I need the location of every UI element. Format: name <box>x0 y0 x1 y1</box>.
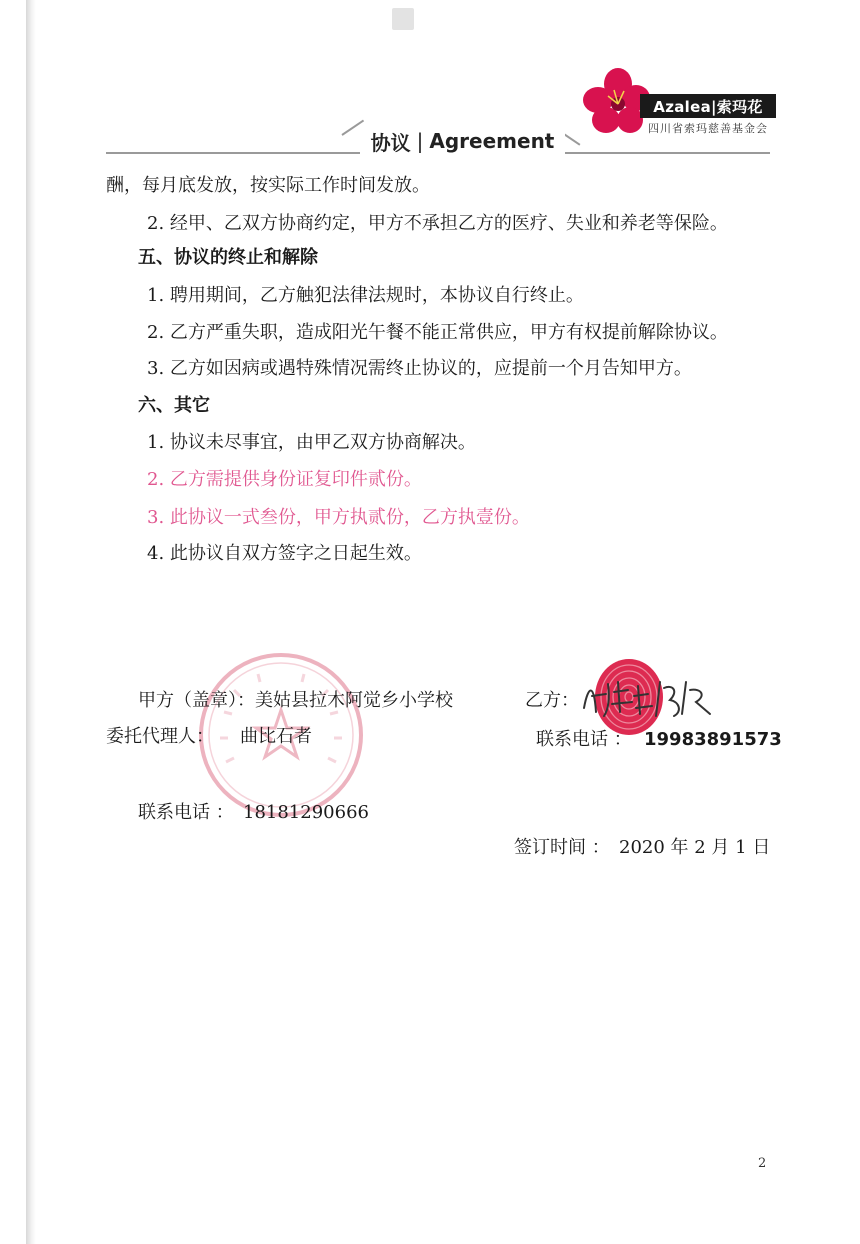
party-b-label: 乙方： <box>525 690 579 711</box>
party-a-phone-label: 联系电话 ： <box>138 802 234 823</box>
paragraph-line: 酬，每月底发放，按实际工作时间发放。 <box>106 175 430 196</box>
azalea-logo <box>578 66 778 146</box>
date-label: 签订时间 ： <box>514 837 610 858</box>
scan-edge-shadow <box>26 0 36 1244</box>
header-title-cn: 协议 <box>370 130 411 155</box>
list-item: 2. 乙方严重失职，造成阳光午餐不能正常供应，甲方有权提前解除协议。 <box>147 322 728 343</box>
list-item-highlighted: 3. 此协议一式叁份，甲方执贰份，乙方执壹份。 <box>147 507 530 528</box>
paragraph-line: 2. 经甲、乙双方协商约定，甲方不承担乙方的医疗、失业和养老等保险。 <box>147 213 728 234</box>
list-item: 3. 乙方如因病或遇特殊情况需终止协议的，应提前一个月告知甲方。 <box>147 358 692 379</box>
page-number: 2 <box>758 1156 767 1171</box>
header-title <box>360 124 565 158</box>
logo-subtitle: 四川省索玛慈善基金会 <box>648 122 768 135</box>
section-heading: 六、其它 <box>138 395 210 416</box>
handwritten-signature <box>578 672 718 720</box>
list-item-highlighted: 2. 乙方需提供身份证复印件贰份。 <box>147 469 422 490</box>
party-a-phone: 18181290666 <box>243 802 369 823</box>
agent-label: 委托代理人： <box>106 726 214 747</box>
agent-name: 曲比石者 <box>240 726 312 747</box>
header-title-en: Agreement <box>429 129 555 153</box>
header-title-separator: | <box>416 129 424 153</box>
list-item: 4. 此协议自双方签字之日起生效。 <box>147 543 422 564</box>
party-b-phone: 19983891573 <box>644 729 782 750</box>
section-heading: 五、协议的终止和解除 <box>138 247 318 268</box>
date-value: 2020 年 2 月 1 日 <box>619 837 771 858</box>
list-item: 1. 协议未尽事宜，由甲乙双方协商解决。 <box>147 432 476 453</box>
list-item: 1. 聘用期间，乙方触犯法律法规时，本协议自行终止。 <box>147 285 584 306</box>
party-b-phone-label: 联系电话 ： <box>536 729 632 750</box>
party-a-label: 甲方（盖章）：美姑县拉木阿觉乡小学校 <box>138 690 453 711</box>
logo-brand-text: Azalea|索玛花 <box>640 94 776 118</box>
scan-smudge <box>392 8 414 30</box>
